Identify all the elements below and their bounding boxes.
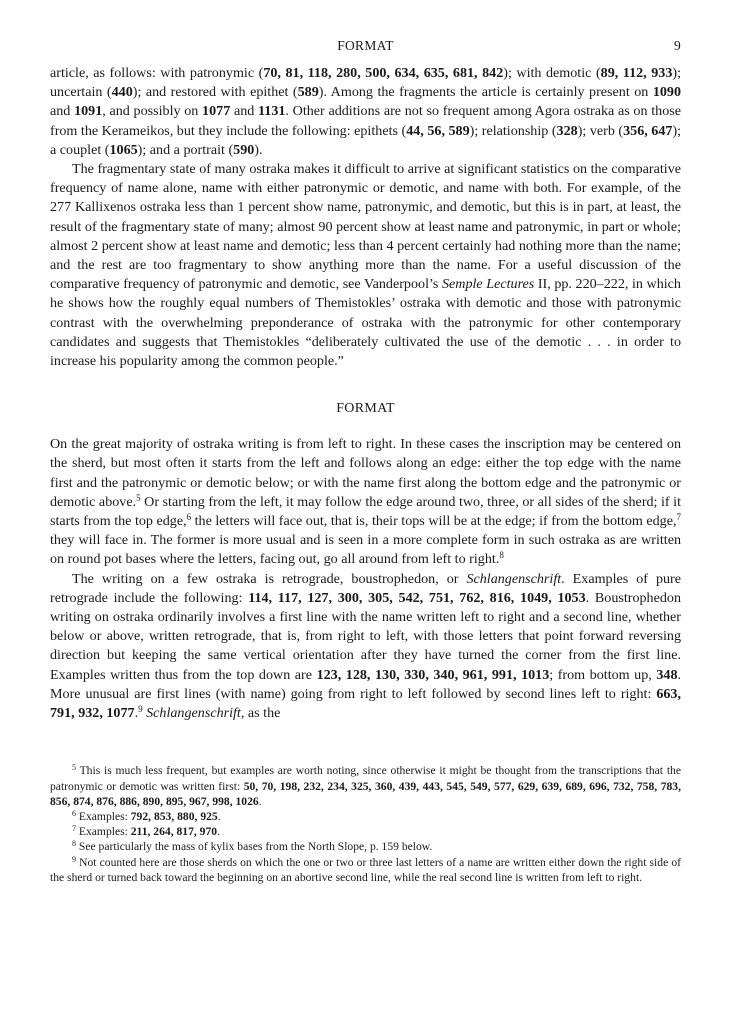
running-head-title: FORMAT [337, 38, 394, 53]
text-run: and [230, 103, 258, 120]
footnote-number: 8 [72, 839, 76, 849]
footnote-text: . [217, 825, 220, 839]
footnotes [50, 763, 681, 885]
text-run: ); and a portrait ( [137, 141, 234, 158]
text-run: Or starting from the left, it may follow the edge around two, three, or all sides of the sherd; if it starts from the top edge, [50, 493, 681, 530]
italic-term: Schlangenschrift [466, 570, 562, 587]
catalog-numbers: 792, 853, 880, 925 [130, 809, 218, 823]
catalog-numbers: 1065 [109, 141, 138, 158]
footnote-number: 9 [72, 854, 76, 864]
catalog-numbers: 123, 128, 130, 330, 340, 961, 991, 1013 [316, 666, 550, 683]
footnote-text: Examples: [76, 809, 131, 823]
text-run: , and possibly on [102, 103, 203, 120]
running-head [50, 38, 681, 64]
catalog-numbers: 89, 112, 933 [600, 65, 673, 81]
footnote-ref[interactable]: 7 [676, 512, 681, 523]
footnote-7 [50, 824, 681, 839]
text-run: ; from bottom up, [549, 666, 657, 683]
catalog-numbers: 328 [556, 122, 578, 139]
footnote-text: See particularly the mass of kylix bases from the North Slope, p. 159 below. [76, 840, 433, 854]
paragraph-4 [50, 570, 681, 724]
text-run: ); a couplet ( [50, 122, 682, 158]
catalog-numbers: 356, 647 [623, 122, 673, 139]
text-run: On the great majority of ostraka writing is from left to right. In these cases the inscription may be centered on the sherd, but most often it starts from the left and follows along an edge: either the top edge with the name first and the patronymic or demotic below; or with the name first along the bottom edge and the patronymic or demotic above. [50, 436, 681, 510]
catalog-numbers: 114, 117, 127, 300, 305, 542, 751, 762, 816, 1049, 1053 [248, 589, 586, 606]
footnote-8 [50, 839, 681, 854]
text-run: and [50, 103, 75, 120]
catalog-numbers: 663, 791, 932, 1077 [50, 685, 681, 722]
text-run: The writing on a few ostraka is retrograde, boustrophedon, or [72, 570, 467, 587]
catalog-numbers: 440 [111, 84, 133, 101]
text-run: . Other additions are not so frequent among Agora ostraka as on those from the Kerameikos, but they include the following: epithets ( [50, 103, 681, 139]
text-run: article, as follows: with patronymic ( [50, 65, 264, 81]
text-run: ). Among the fragments the article is certainly present on [318, 84, 653, 101]
paragraph-3 [50, 435, 681, 569]
text-run: , as the [240, 705, 281, 722]
main-text [50, 64, 681, 723]
footnote-number: 5 [72, 763, 76, 773]
text-run: ). [254, 141, 263, 158]
paragraph-1 [50, 64, 681, 160]
page-number: 9 [673, 38, 681, 53]
footnote-number: 7 [72, 824, 76, 834]
catalog-numbers: 589 [297, 84, 319, 101]
catalog-numbers: 590 [233, 141, 255, 158]
footnote-ref[interactable]: 9 [138, 704, 143, 715]
footnote-ref[interactable]: 5 [136, 492, 141, 503]
footnote-5 [50, 763, 681, 809]
footnote-ref[interactable]: 8 [499, 550, 504, 561]
footnote-text: . [217, 809, 221, 823]
footnote-text: Not counted here are those sherds on which the one or two or three last letters of a name are written either down the right side of the sherd or turned back toward the beginning on an abortive second line, while the real second line is written from left to right. [50, 855, 681, 884]
footnote-number: 6 [72, 808, 76, 818]
footnote-text: . [258, 794, 262, 808]
footnote-ref[interactable]: 6 [186, 512, 192, 523]
text-run: The fragmentary state of many ostraka makes it difficult to arrive at significant statistics on the comparative frequency of name alone, name with either patronymic or demotic, and name with both. For example, of the 277 Kallixenos ostraka less than 1 percent show name, patronymic, and demotic, but this is in part, at least, the result of the fragmentary state of many; almost 90 percent show at least name and patronymic, in part or whole; almost 2 percent show at least name and demotic; less than 4 percent certainly had nothing more than the name; and the rest are too fragmentary to show anything more than the name. For a useful discussion of the comparative frequency of patronymic and demotic, see Vanderpool’s [50, 161, 681, 293]
text-run: II, pp. 220–222, in which he shows how the roughly equal numbers of Themistokles’ ostraka with demotic and those with patronymic contrast with the overwhelming preponderance of ostraka with the patronymic for other contemporary candidates and suggests that Themistokles “deliberately cultivated the use of the demotic . . . in order to increase his popularity among the common people.” [50, 276, 681, 370]
book-title: Semple Lectures [441, 276, 535, 293]
text-run: ); and restored with epithet ( [132, 84, 298, 101]
footnote-6 [50, 809, 681, 824]
text-run: they will face in. The former is more usual and is seen in a more complete form in such ostraka as are written on round pot bases where the letters, facing out, go all around from left to right. [50, 532, 681, 568]
catalog-numbers: 44, 56, 589 [406, 122, 470, 139]
text-run: ); relationship ( [469, 122, 557, 139]
footnote-text: Examples: [76, 825, 131, 839]
catalog-numbers: 211, 264, 817, 970 [130, 825, 218, 839]
catalog-numbers: 50, 70, 198, 232, 234, 325, 360, 439, 443, 545, 549, 577, 629, 639, 689, 696, 732, 758, 783, 856, 874, 876, 886, 890, 895, 967, 998, 1026 [50, 779, 681, 808]
italic-term: Schlangenschrift [146, 705, 241, 722]
text-run: . [134, 705, 139, 722]
text-run: . Boustrophedon writing on ostraka ordinarily involves a first line with the name written left to right and a second line, whether below or above, written retrograde, that is, from right to left, with those letters that point forward reversing direction but keeping the same vertical orientation after they have turned the corner from the first line. Examples written thus from the top down are [50, 589, 682, 683]
catalog-numbers: 1091 [74, 103, 103, 120]
paragraph-2 [50, 160, 681, 371]
catalog-numbers: 348 [656, 666, 678, 683]
catalog-numbers: 70, 81, 118, 280, 500, 634, 635, 681, 842 [263, 65, 504, 81]
text-run: the letters will face out, that is, their tops will be at the edge; if from the bottom edge, [191, 513, 677, 530]
catalog-numbers: 1131 [258, 103, 286, 120]
text-run: . Examples of pure retrograde include the following: [50, 570, 681, 606]
catalog-numbers: 1090 [652, 84, 681, 101]
catalog-numbers: 1077 [202, 103, 231, 120]
document-page [50, 38, 681, 885]
text-run: . More unusual are first lines (with name) going from right to left followed by second lines left to right: [50, 666, 682, 702]
text-run: ); with demotic ( [503, 65, 601, 81]
text-run: ); verb ( [577, 122, 624, 139]
footnote-9 [50, 855, 681, 885]
text-run: ); uncertain ( [50, 65, 681, 101]
footnote-text: This is much less frequent, but examples are worth noting, since otherwise it might be thought from the transcriptions that the patronymic or demotic was written first: [50, 764, 681, 793]
section-heading: FORMAT [336, 401, 395, 417]
